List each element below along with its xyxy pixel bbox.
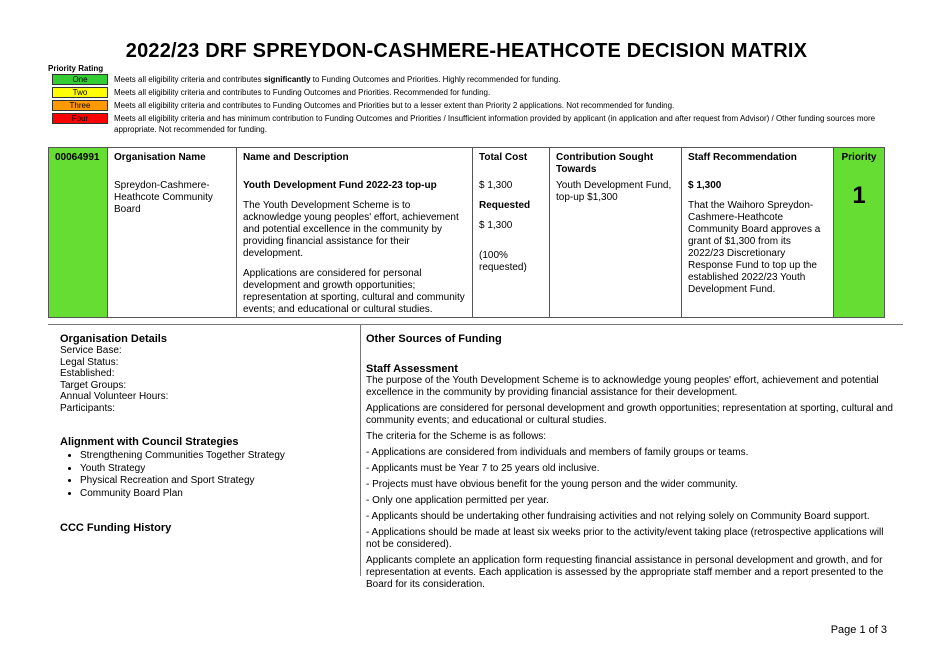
staff-recommendation-text: That the Waihoro Spreydon-Cashmere-Heathcote Community Board approves a grant of $1,300 from its 2022/23 Discretionary Response Fund to top up the established 2022/23 Youth Development Fund. (688, 200, 821, 295)
priority-swatch-four: Four (52, 113, 108, 124)
list-item: • Youth Strategy (80, 463, 350, 476)
list-item: • Physical Recreation and Sport Strategy (80, 475, 350, 488)
organisation-name: Spreydon-Cashmere-Heathcote Community Board (114, 180, 213, 215)
service-base-label: Service Base: (60, 345, 122, 356)
other-sources-heading: Other Sources of Funding (366, 333, 502, 345)
right-assessment-panel (366, 333, 896, 595)
staff-recommended-amount: $ 1,300 (688, 180, 722, 191)
assessment-criterion: - Applicants should be undertaking other fundraising activities and not relying solely on Community Board support. (366, 511, 870, 522)
priority-row-two (52, 87, 882, 98)
assessment-criterion: - Applicants must be Year 7 to 25 years old inclusive. (366, 463, 600, 474)
section-divider-vertical (360, 325, 361, 576)
legal-status-label: Legal Status: (60, 356, 119, 368)
priority-rating-heading: Priority Rating (48, 64, 104, 73)
total-cost-value: $ 1,300 (479, 180, 513, 191)
application-id: 00064991 (55, 152, 100, 163)
project-description-1: The Youth Development Scheme is to acknowledge young peoples' effort, achievement and potential excellence in the community by providing financial assistance for their development. (243, 200, 459, 259)
page-title: 2022/23 DRF SPREYDON-CASHMERE-HEATHCOTE DECISION MATRIX (125, 40, 808, 62)
priority-row-three (52, 100, 882, 111)
cost-column (473, 148, 550, 317)
assessment-paragraph: Applicants complete an application form requesting financial assistance in personal development and growth, and for representation at events. Each application is assessed by the appropriate staff member and a report presented to the Board for its consideration. (366, 555, 884, 590)
funding-history-heading: CCC Funding History (60, 522, 172, 534)
staff-recommendation-header: Staff Recommendation (688, 152, 797, 163)
volunteer-hours-label: Annual Volunteer Hours: (60, 391, 169, 402)
priority-row-four (52, 113, 882, 135)
organisation-details-heading: Organisation Details (60, 333, 167, 345)
participants-label: Participants: (60, 402, 116, 414)
description-header: Name and Description (243, 152, 349, 163)
priority-column (834, 148, 884, 317)
organisation-header: Organisation Name (114, 152, 206, 163)
assessment-criterion: - Projects must have obvious benefit for the young person and the wider community. (366, 479, 738, 490)
priority-desc-one: Meets all eligibility criteria and contributes significantly to Funding Outcomes and Priorities. Highly recommended for funding. (114, 75, 561, 84)
priority-desc-two: Meets all eligibility criteria and contributes to Funding Outcomes and Priorities. Recommended for funding. (114, 88, 491, 97)
priority-value: 1 (852, 182, 866, 209)
project-description-2: Applications are considered for personal development and growth opportunities; representation at sporting, cultural and community events; and educational or cultural studies. (243, 268, 465, 315)
priority-desc-four: Meets all eligibility criteria and has minimum contribution to Funding Outcomes and Priorities / Insufficient information provided by applicant (in application and after request from Advisor) / Other funding sources more appropriate. Not recommended for funding. (114, 114, 876, 134)
list-item: • Strengthening Communities Together Strategy (80, 450, 350, 463)
organisation-column (108, 148, 237, 317)
section-divider-horizontal (48, 324, 903, 325)
application-summary-table (48, 147, 885, 318)
target-groups-label: Target Groups: (60, 379, 127, 391)
application-id-cell (49, 148, 108, 317)
requested-percentage: (100% requested) (479, 250, 527, 273)
assessment-criterion: - Applications are considered from individuals and members of family groups or teams. (366, 447, 749, 458)
priority-swatch-three: Three (52, 100, 108, 111)
priority-rating-legend (52, 74, 882, 137)
alignment-heading: Alignment with Council Strategies (60, 436, 239, 448)
assessment-criterion: - Only one application permitted per year. (366, 495, 549, 506)
priority-swatch-one: One (52, 74, 108, 85)
staff-recommendation-column (682, 148, 834, 317)
staff-assessment-heading: Staff Assessment (366, 363, 458, 375)
assessment-paragraph: The purpose of the Youth Development Scheme is to acknowledge young peoples' effort, achievement and potential excellence in the community by providing financial assistance for their development. (366, 375, 879, 398)
contribution-text: Youth Development Fund, top-up $1,300 (556, 180, 672, 203)
contribution-column (550, 148, 682, 317)
priority-header: Priority (841, 152, 877, 163)
assessment-paragraph: Applications are considered for personal development and growth opportunities; representation at sporting, cultural and community events; and educational or cultural studies. (366, 403, 893, 426)
priority-desc-three: Meets all eligibility criteria and contributes to Funding Outcomes and Priorities but to a lesser extent than Priority 2 applications. Not recommended for funding. (114, 101, 675, 110)
priority-row-one (52, 74, 882, 85)
alignment-list (60, 450, 350, 500)
assessment-paragraph: The criteria for the Scheme is as follows: (366, 431, 547, 442)
page-number: Page 1 of 3 (830, 624, 887, 636)
established-label: Established: (60, 368, 115, 379)
requested-label: Requested (479, 200, 531, 211)
description-column (237, 148, 473, 317)
contribution-header: Contribution Sought Towards (556, 152, 654, 175)
assessment-criterion: - Applications should be made at least six weeks prior to the activity/event taking place (retrospective applications will not be considered). (366, 527, 884, 550)
project-title: Youth Development Fund 2022-23 top-up (243, 180, 437, 191)
priority-swatch-two: Two (52, 87, 108, 98)
total-cost-header: Total Cost (479, 152, 528, 163)
list-item: • Community Board Plan (80, 488, 350, 501)
requested-amount: $ 1,300 (479, 220, 513, 231)
left-details-panel (60, 333, 350, 534)
